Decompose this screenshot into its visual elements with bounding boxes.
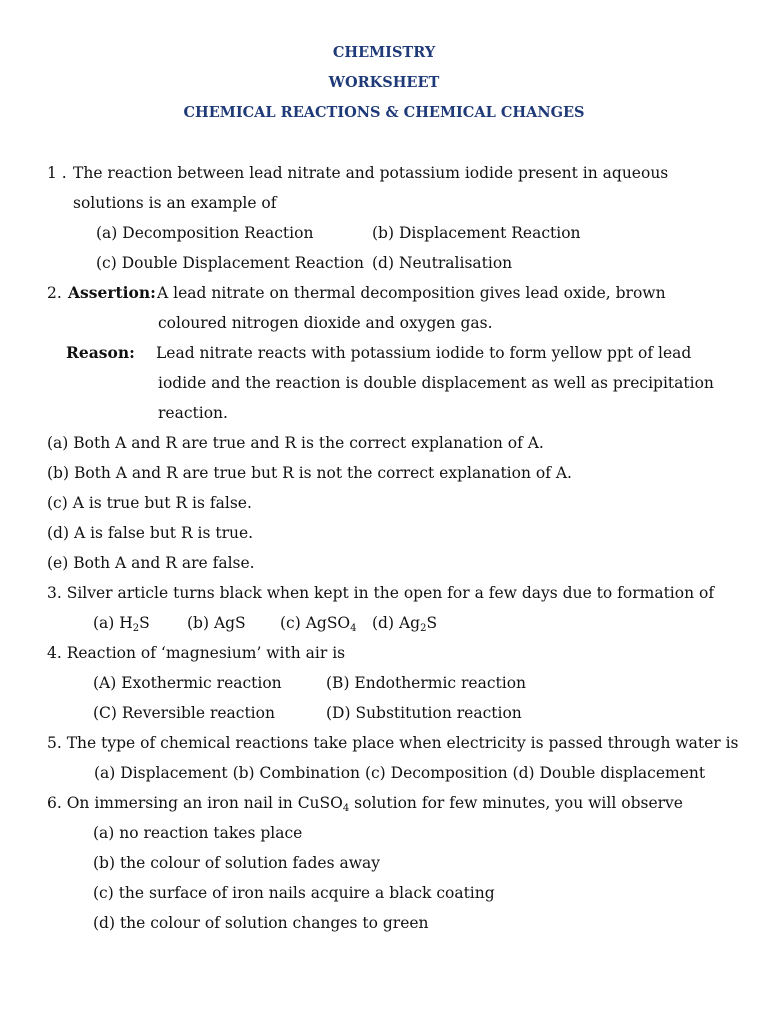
q4-option-c: (C) Reversible reaction bbox=[93, 704, 275, 722]
q1-option-c: (c) Double Displacement Reaction bbox=[96, 254, 365, 272]
q2-reason-line3: reaction. bbox=[158, 404, 228, 422]
q5-text: 5. The type of chemical reactions take place when electricity is passed through water is bbox=[47, 734, 739, 752]
q2-assertion-line1: A lead nitrate on thermal decomposition gives lead oxide, brown bbox=[157, 284, 666, 302]
q1-option-a: (a) Decomposition Reaction bbox=[96, 224, 314, 242]
q1-text-line2: solutions is an example of bbox=[73, 194, 277, 212]
chapter-heading: CHEMICAL REACTIONS & CHEMICAL CHANGES bbox=[183, 104, 585, 121]
q1-text-line1: The reaction between lead nitrate and potassium iodide present in aqueous bbox=[73, 164, 669, 182]
worksheet-heading: WORKSHEET bbox=[328, 74, 440, 91]
q1-number: 1 . bbox=[47, 164, 67, 182]
q5-options: (a) Displacement (b) Combination (c) Decomposition (d) Double displacement bbox=[94, 764, 706, 782]
q2-option-a: (a) Both A and R are true and R is the correct explanation of A. bbox=[47, 434, 544, 452]
q2-reason-line2: iodide and the reaction is double displacement as well as precipitation bbox=[158, 374, 714, 392]
q2-option-c: (c) A is true but R is false. bbox=[47, 494, 252, 512]
q6-option-c: (c) the surface of iron nails acquire a black coating bbox=[93, 884, 495, 902]
q2-option-e: (e) Both A and R are false. bbox=[47, 554, 255, 572]
q1-option-b: (b) Displacement Reaction bbox=[372, 224, 581, 242]
subject-heading: CHEMISTRY bbox=[332, 44, 436, 61]
q1-option-d: (d) Neutralisation bbox=[372, 254, 513, 272]
q2-reason-label: Reason: bbox=[66, 343, 135, 362]
q6-option-d: (d) the colour of solution changes to green bbox=[93, 914, 429, 932]
q3-option-b: (b) AgS bbox=[187, 614, 246, 632]
q3-text: 3. Silver article turns black when kept in the open for a few days due to formation of bbox=[47, 584, 715, 602]
q2-option-d: (d) A is false but R is true. bbox=[47, 524, 254, 542]
q4-option-b: (B) Endothermic reaction bbox=[326, 674, 527, 692]
q3-option-a: (a) $H_2S$ bbox=[93, 614, 150, 634]
q4-option-a: (A) Exothermic reaction bbox=[93, 674, 282, 692]
q6-option-b: (b) the colour of solution fades away bbox=[93, 854, 380, 872]
q2-assertion-label: Assertion: bbox=[68, 283, 156, 302]
q3-option-c: (c) AgSO$_4$ bbox=[280, 614, 357, 634]
q4-text: 4. Reaction of ‘magnesium’ with air is bbox=[47, 644, 346, 662]
q2-number: 2. bbox=[47, 284, 62, 302]
q4-option-d: (D) Substitution reaction bbox=[326, 704, 522, 722]
q2-assertion-line2: coloured nitrogen dioxide and oxygen gas. bbox=[158, 314, 493, 332]
q2-reason-line1: Lead nitrate reacts with potassium iodide to form yellow ppt of lead bbox=[156, 344, 692, 362]
q3-option-d: (d) $Ag_2S$ bbox=[372, 614, 438, 634]
q2-option-b: (b) Both A and R are true but R is not the correct explanation of A. bbox=[47, 464, 572, 482]
q6-text: 6. On immersing an iron nail in CuSO$_4$ solution for few minutes, you will observe bbox=[47, 794, 683, 814]
q6-option-a: (a) no reaction takes place bbox=[93, 824, 303, 842]
